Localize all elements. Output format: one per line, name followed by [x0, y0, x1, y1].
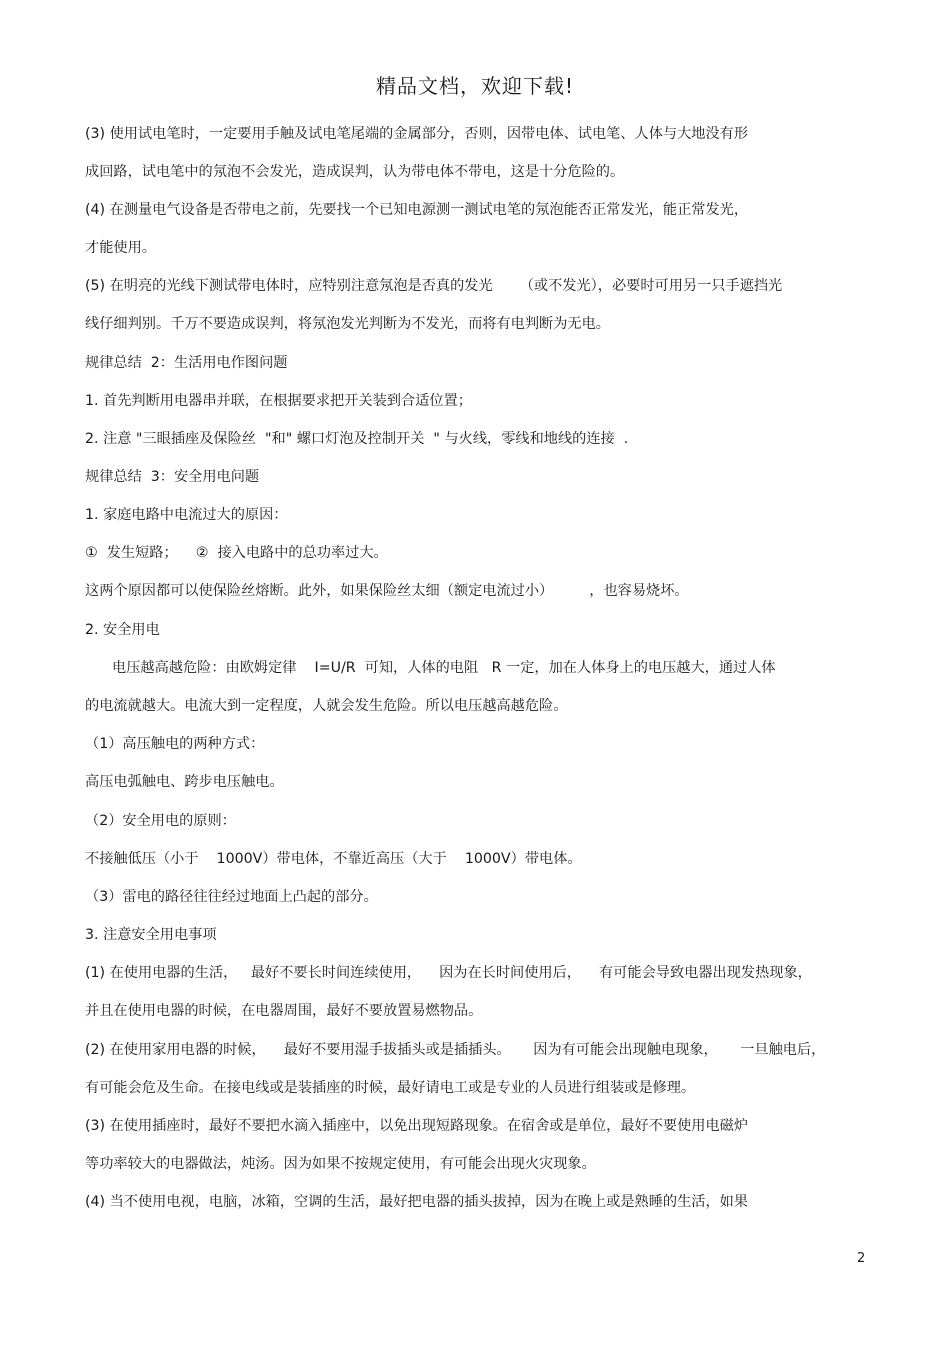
text-line: 2. 注意 "三眼插座及保险丝 "和" 螺口灯泡及控制开关 " 与火线，零线和地线的连接 .: [85, 431, 629, 447]
text-line: (3) 使用试电笔时，一定要用手触及试电笔尾端的金属部分，否则，因带电体、试电笔、人体与大地没有形: [85, 126, 749, 142]
text-line: (5) 在明亮的光线下测试带电体时，应特别注意氖泡是否真的发光 （或不发光），必要时可用另一只手遮挡光: [85, 278, 783, 294]
text-line: 的电流就越大。电流大到一定程度，人就会发生危险。所以电压越高越危险。: [85, 698, 568, 714]
text-line: (4) 当不使用电视，电脑，冰箱，空调的生活，最好把电器的插头拔掉，因为在晚上或是熟睡的生活，如果: [85, 1194, 749, 1210]
text-line: ① 发生短路； ② 接入电路中的总功率过大。: [85, 545, 388, 561]
text-line: (2) 在使用家用电器的时候， 最好不要用湿手拔插头或是插插头。 因为有可能会出现触电现象， 一旦触电后，: [85, 1042, 826, 1058]
text-line: （2）安全用电的原则：: [85, 813, 236, 829]
text-line: 1. 家庭电路中电流过大的原因：: [85, 507, 288, 523]
text-line: 线仔细判别。千万不要造成误判，将氖泡发光判断为不发光，而将有电判断为无电。: [85, 316, 610, 332]
text-line: 2. 安全用电: [85, 622, 160, 638]
text-line: 等功率较大的电器做法，炖汤。因为如果不按规定使用，有可能会出现火灾现象。: [85, 1156, 596, 1172]
text-line: (3) 在使用插座时，最好不要把水滴入插座中，以免出现短路现象。在宿舍或是单位，最好不要使用电磁炉: [85, 1118, 749, 1134]
text-line: 并且在使用电器的时候，在电器周围，最好不要放置易燃物品。: [85, 1003, 483, 1019]
text-line: 电压越高越危险：由欧姆定律 I=U/R 可知，人体的电阻 R 一定，加在人体身上的电压越大，通过人体: [85, 660, 776, 676]
page-header-title: 精品文档，欢迎下载!: [375, 74, 575, 98]
text-line: 3. 注意安全用电事项: [85, 927, 217, 943]
text-line: 高压电弧触电、跨步电压触电。: [85, 774, 284, 790]
text-line: 有可能会危及生命。在接电线或是装插座的时候，最好请电工或是专业的人员进行组装或是修理。: [85, 1080, 696, 1096]
text-line: （3）雷电的路径往往经过地面上凸起的部分。: [85, 889, 378, 905]
section-heading: 规律总结 3：安全用电问题: [85, 469, 260, 485]
page-number: 2: [857, 1251, 866, 1266]
text-line: 成回路，试电笔中的氖泡不会发光，造成误判，认为带电体不带电，这是十分危险的。: [85, 164, 625, 180]
text-line: 这两个原因都可以使保险丝熔断。此外，如果保险丝太细（额定电流过小） ，也容易烧坏。: [85, 583, 689, 599]
text-line: （1）高压触电的两种方式：: [85, 736, 265, 752]
text-line: 不接触低压（小于 1000V）带电体，不靠近高压（大于 1000V）带电体。: [85, 851, 582, 867]
text-line: (1) 在使用电器的生活， 最好不要长时间连续使用， 因为在长时间使用后， 有可能会导致电器出现发热现象，: [85, 965, 812, 981]
text-line: 才能使用。: [85, 240, 156, 256]
text-line: (4) 在测量电气设备是否带电之前，先要找一个已知电源测一测试电笔的氖泡能否正常发光，能正常发光，: [85, 202, 749, 218]
section-heading: 规律总结 2：生活用电作图问题: [85, 355, 288, 371]
text-line: 1. 首先判断用电器串并联，在根据要求把开关装到合适位置；: [85, 393, 472, 409]
